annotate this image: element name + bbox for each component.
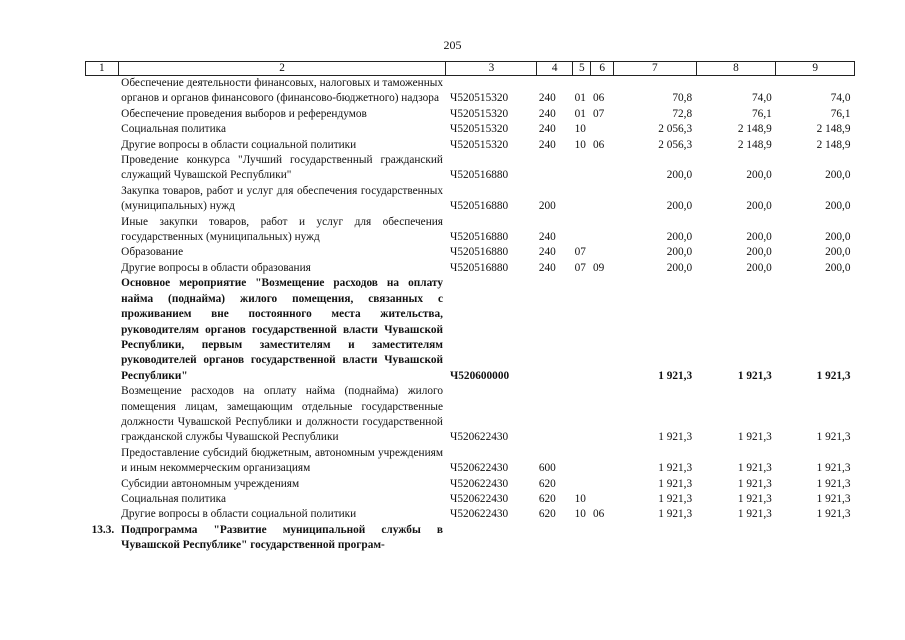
row-code: Ч520515320 [449,123,509,136]
row-pr [591,215,613,246]
row-value-2: 200,0 [746,261,772,274]
row-vr: 200 [538,200,556,213]
row-name: Основное мероприятие "Возмещение расходов на оплату найма (поднайма) жилого помещения, связанных с проживанием вне постоянного места жительства, руководителям органов государственной власти Чувашской Республики, первым заместителям и заместителям руководителей органов государственной власти Чувашской Республики" [121,277,443,382]
row-rz: 10 [574,508,586,521]
row-rz [573,384,591,446]
table-row [86,492,855,507]
row-vr: 240 [538,92,556,105]
row-pr [591,153,613,184]
row-value-1: 1 921,3 [658,431,693,444]
row-rz: 01 [574,92,586,105]
row-code: Ч520622430 [449,462,509,475]
row-code: Ч520516880 [449,200,509,213]
row-value-2: 1 921,3 [737,492,772,505]
row-name: Закупка товаров, работ и услуг для обеспечения государственных (муниципальных) нужд [121,184,443,213]
row-value-2: 200,0 [746,231,772,244]
column-header: 2 [118,62,446,76]
row-name: Социальная политика [121,492,226,505]
row-code: Ч520516880 [449,169,509,182]
row-value-3 [776,523,855,554]
table-row [86,76,855,107]
row-value-1: 2 056,3 [658,123,693,136]
row-code: Ч520516880 [449,246,509,259]
row-index [86,245,119,260]
row-vr [537,153,573,184]
column-header: 6 [591,62,613,76]
row-value-3: 2 148,9 [816,138,851,151]
row-value-1: 70,8 [672,92,693,105]
row-value-3: 200,0 [825,231,851,244]
row-vr: 240 [538,138,556,151]
budget-table [85,61,855,554]
row-name: Обеспечение деятельности финансовых, налоговых и таможенных органов и органов финансового (финансово-бюджетного) надзора [121,77,443,105]
row-index [86,153,119,184]
table-row [86,507,855,522]
column-header: 8 [696,62,776,76]
row-value-1: 1 921,3 [658,492,693,505]
column-header: 1 [86,62,119,76]
table-row [86,153,855,184]
row-value-2: 1 921,3 [737,477,772,490]
row-value-2: 1 921,3 [737,462,772,475]
row-vr: 240 [538,261,556,274]
row-pr [591,276,613,384]
table-row [86,215,855,246]
row-value-1: 1 921,3 [658,462,693,475]
row-vr: 620 [538,477,556,490]
row-pr [591,184,613,215]
row-index [86,507,119,522]
row-rz [573,446,591,477]
column-header: 3 [446,62,537,76]
row-value-1: 200,0 [666,261,693,274]
row-code: Ч520622430 [449,492,509,505]
row-vr [537,276,573,384]
row-vr: 240 [538,231,556,244]
row-name: Проведение конкурса "Лучший государственный гражданский служащий Чувашской Республики" [121,154,443,182]
column-header: 7 [613,62,696,76]
row-pr [591,492,613,507]
row-value-3: 200,0 [825,246,851,259]
table-row [86,107,855,122]
page-number: 205 [443,38,462,52]
row-value-3: 1 921,3 [816,369,851,382]
row-name: Возмещение расходов на оплату найма (поднайма) жилого помещения лицам, замещающим отдельные государственные должности Чувашской Республики и должности государственной гражданской службы Чувашской Республики [121,385,443,444]
row-pr: 06 [592,92,605,105]
row-name: Другие вопросы в области социальной политики [121,508,357,521]
row-value-3: 1 921,3 [816,477,851,490]
row-rz: 07 [574,261,586,274]
row-value-3: 200,0 [825,169,851,182]
table-row [86,245,855,260]
table-body [86,76,855,554]
row-name: Субсидии автономным учреждениям [121,477,300,490]
row-name: Другие вопросы в области образования [121,261,311,274]
row-pr [591,245,613,260]
row-value-3: 1 921,3 [816,508,851,521]
row-value-2: 2 148,9 [737,123,772,136]
row-vr: 620 [538,508,556,521]
table-row [86,384,855,446]
table-row [86,523,855,554]
row-value-2: 200,0 [746,246,772,259]
row-index [86,261,119,276]
row-index [86,76,119,107]
row-code: Ч520622430 [449,477,509,490]
row-name: Другие вопросы в области социальной политики [121,138,357,151]
row-value-1: 200,0 [666,169,693,182]
row-code: Ч520516880 [449,231,509,244]
row-value-1: 200,0 [666,231,693,244]
row-code: Ч520622430 [449,508,509,521]
column-header: 4 [537,62,573,76]
row-code: Ч520515320 [449,138,509,151]
table-row [86,122,855,137]
row-value-2: 1 921,3 [737,508,772,521]
row-code [446,523,537,554]
row-index [86,276,119,384]
row-rz: 10 [574,123,586,136]
row-vr [537,523,573,554]
row-rz [573,276,591,384]
row-vr: 240 [538,246,556,259]
table-row [86,276,855,384]
row-value-2 [696,523,776,554]
row-code: Ч520600000 [449,369,510,382]
row-value-3: 1 921,3 [816,431,851,444]
row-rz: 10 [574,492,586,505]
row-value-2: 76,1 [752,107,772,120]
row-pr [591,477,613,492]
row-pr [591,384,613,446]
table-row [86,446,855,477]
row-pr: 06 [592,138,605,151]
row-vr: 600 [538,462,556,475]
row-name: Иные закупки товаров, работ и услуг для обеспечения государственных (муниципальных) нужд [121,215,443,244]
row-pr: 07 [592,107,605,120]
row-index [86,492,119,507]
row-value-2: 2 148,9 [737,138,772,151]
row-rz: 10 [574,138,586,151]
row-value-2: 74,0 [752,92,772,105]
row-value-2: 200,0 [746,200,772,213]
row-value-2: 200,0 [746,169,772,182]
row-name: Предоставление субсидий бюджетным, автономным учреждениям и иным некоммерческим организациям [121,446,443,475]
row-index [86,138,119,153]
row-rz: 07 [574,246,586,259]
row-code: Ч520516880 [449,261,509,274]
row-pr [591,446,613,477]
column-header: 9 [776,62,855,76]
table-row [86,138,855,153]
row-vr: 240 [538,123,556,136]
row-index [86,384,119,446]
row-value-3: 200,0 [825,261,851,274]
row-rz [573,153,591,184]
row-pr [591,122,613,137]
row-name: Обеспечение проведения выборов и референдумов [121,107,367,120]
row-rz [573,523,591,554]
row-value-1: 1 921,3 [658,369,693,382]
row-index [86,122,119,137]
table-row [86,261,855,276]
row-value-2: 1 921,3 [737,431,772,444]
row-value-3: 1 921,3 [816,492,851,505]
row-name: Образование [121,246,184,259]
row-code: Ч520622430 [449,431,509,444]
row-value-3: 1 921,3 [816,462,851,475]
row-vr: 620 [538,492,556,505]
row-value-1 [613,523,696,554]
row-rz [573,477,591,492]
row-vr [537,384,573,446]
row-value-1: 200,0 [666,246,693,259]
row-value-3: 2 148,9 [816,123,851,136]
row-code: Ч520515320 [449,92,509,105]
row-index [86,107,119,122]
row-value-3: 74,0 [830,92,851,105]
row-rz [573,215,591,246]
row-name: Социальная политика [121,123,226,136]
row-value-1: 200,0 [666,200,693,213]
row-value-1: 1 921,3 [658,477,693,490]
row-value-2: 1 921,3 [737,369,772,382]
table-row [86,184,855,215]
row-rz: 01 [574,107,586,120]
table-row [86,477,855,492]
row-value-3: 200,0 [825,200,851,213]
row-name: Подпрограмма "Развитие муниципальной службы в Чувашской Республике" государственной програм- [121,523,443,552]
row-index [86,215,119,246]
row-index: 13.3. [91,523,115,536]
row-index [86,477,119,492]
row-rz [573,184,591,215]
row-pr: 06 [592,508,605,521]
row-value-1: 2 056,3 [658,138,693,151]
row-index [86,446,119,477]
row-pr: 09 [592,261,605,274]
row-value-3: 76,1 [830,107,851,120]
row-value-1: 1 921,3 [658,508,693,521]
row-index [86,184,119,215]
row-pr [591,523,613,554]
row-value-1: 72,8 [672,107,693,120]
column-header: 5 [573,62,591,76]
table-header [86,62,855,76]
row-vr: 240 [538,107,556,120]
row-code: Ч520515320 [449,107,509,120]
